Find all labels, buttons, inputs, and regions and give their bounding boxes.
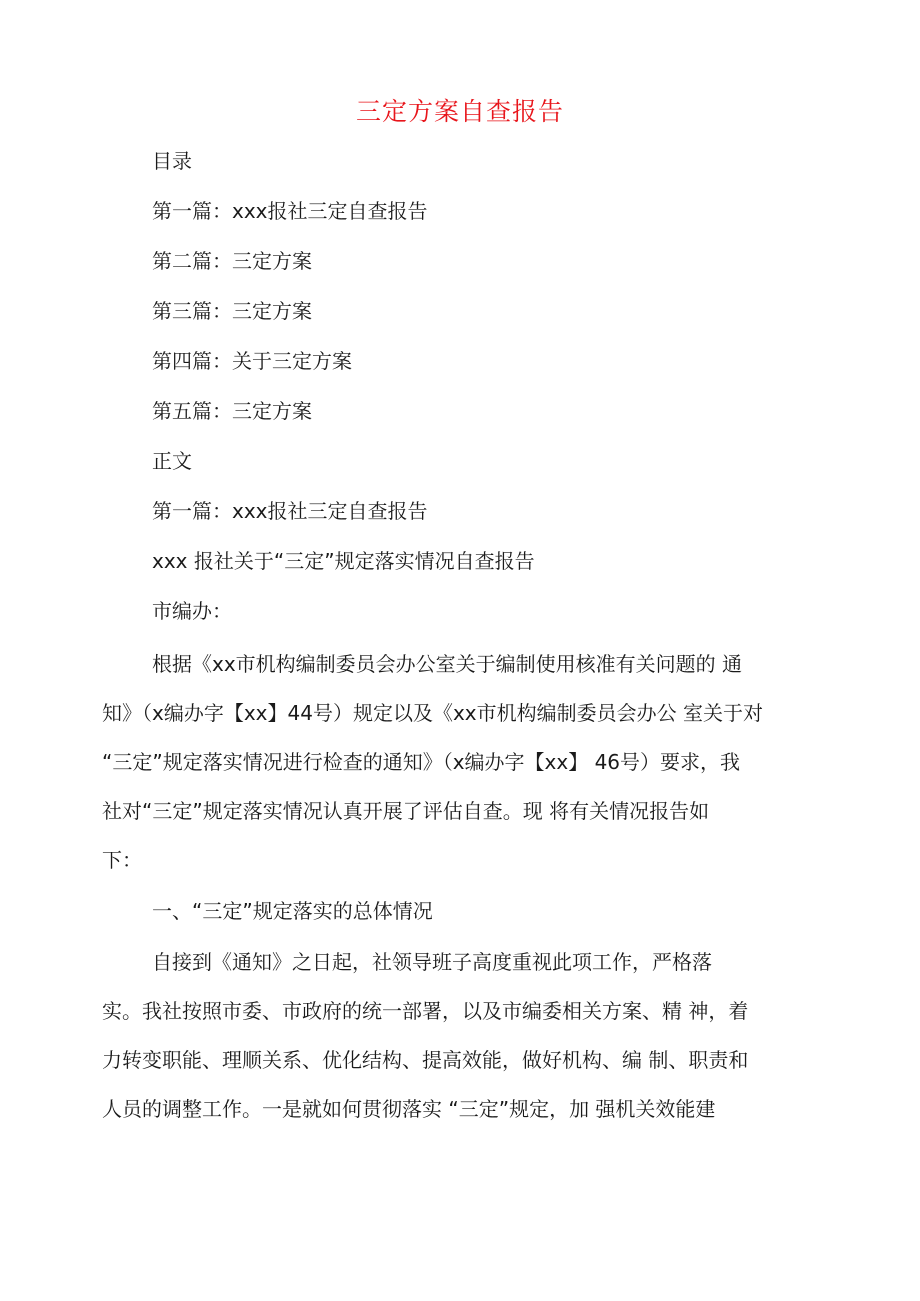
toc-item: 第二篇：三定方案 (152, 249, 312, 273)
paragraph-line: 知》（x编办字【xx】44号）规定以及《xx市机构编制委员会办公 室关于对 (102, 701, 763, 725)
body-heading: 正文 (152, 449, 192, 473)
document-title: 三定方案自查报告 (355, 97, 564, 126)
toc-heading: 目录 (152, 149, 192, 173)
section-heading: 一、“三定”规定落实的总体情况 (152, 899, 433, 923)
toc-item: 第四篇：关于三定方案 (152, 349, 352, 373)
report-title: xxx 报社关于“三定”规定落实情况自查报告 (152, 549, 535, 573)
paragraph-line: 社对“三定”规定落实情况认真开展了评估自查。现 将有关情况报告如 (102, 799, 710, 823)
paragraph-line: 下： (102, 848, 142, 872)
paragraph-line: 根据《xx市机构编制委员会办公室关于编制使用核准有关问题的 通 (152, 652, 743, 676)
paragraph-line: 力转变职能、理顺关系、优化结构、提高效能，做好机构、编 制、职责和 (102, 1048, 749, 1072)
article-heading: 第一篇：xxx报社三定自查报告 (152, 499, 428, 523)
toc-item: 第一篇：xxx报社三定自查报告 (152, 199, 428, 223)
toc-item: 第三篇：三定方案 (152, 299, 312, 323)
paragraph-line: 人员的调整工作。一是就如何贯彻落实 “三定”规定，加 强机关效能建 (102, 1097, 716, 1121)
toc-item: 第五篇：三定方案 (152, 399, 312, 423)
salutation: 市编办： (152, 599, 232, 623)
paragraph-line: 自接到《通知》之日起，社领导班子高度重视此项工作，严格落 (152, 950, 712, 974)
paragraph-line: 实。我社按照市委、市政府的统一部署，以及市编委相关方案、精 神，着 (102, 999, 749, 1023)
paragraph-line: “三定”规定落实情况进行检查的通知》（x编办字【xx】 46号）要求，我 (102, 750, 741, 774)
